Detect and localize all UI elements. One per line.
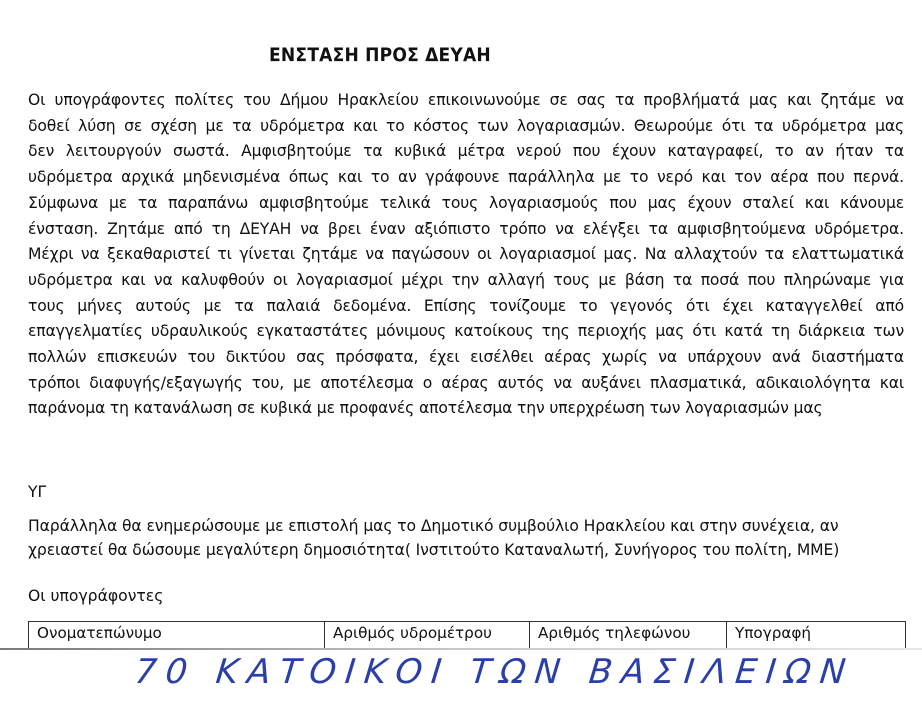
- signature-table-header-row: [29, 622, 906, 649]
- body-line: παράνομα τη κατανάλωση σε κυβικά με προφανές αποτέλεσμα την υπερχρέωση των λογαριασμών μας: [28, 399, 823, 418]
- body-line: ένσταση. Ζητάμε από τη ΔΕΥΑΗ να βρει έναν αξιόπιστο τρόπο να ελέγξει τα αμφισβητούμενα υδρόμετρα.: [28, 219, 904, 238]
- handwritten-note: 70 ΚΑΤΟΙΚΟΙ ΤΩΝ ΒΑΣΙΛΕΙΩΝ: [132, 652, 857, 692]
- body-line: πολλών επισκευών του δικτύου σας πρόσφατα, έχει εισέλθει αέρας χωρίς να υπάρχουν ανά διαστήματα: [28, 348, 904, 367]
- postscript-line: Παράλληλα θα ενημερώσουμε με επιστολή μας το Δημοτικό συμβούλιο Ηρακλείου και στην συνέχεια, αν: [28, 517, 839, 535]
- postscript-label: ΥΓ: [28, 483, 47, 501]
- body-line: τρόποι διαφυγής/εξαγωγής του, με αποτέλεσμα ο αέρας αυτός να αυξάνει πλασματικά, αδικαιολόγητα και: [28, 373, 904, 392]
- scan-cut-edge: [0, 648, 922, 650]
- signers-label: Οι υπογράφοντες: [28, 587, 164, 605]
- body-line: επαγγελματίες υδραυλικούς εγκαταστάτες μόνιμους κατοίκους της περιοχής μας ότι κατά τη διάρκεια των: [28, 322, 904, 341]
- document-title: ΕΝΣΤΑΣΗ ΠΡΟΣ ΔΕΥΑΗ: [269, 44, 491, 66]
- body-line: Σύμφωνα με τα παραπάνω αμφισβητούμε τελικά τους λογαριασμούς που μας έχουν σταλεί και κάνουμε: [28, 193, 904, 212]
- column-header-full-name: Ονοματεπώνυμο: [29, 622, 325, 649]
- column-header-phone-number: Αριθμός τηλεφώνου: [530, 622, 727, 649]
- body-line: Μέχρι να ξεκαθαριστεί τι γίνεται ζητάμε να παγώσουν οι λογαριασμοί μας. Να αλλαχτούν τα ελαττωματικά: [28, 245, 904, 264]
- body-line: υδρόμετρα και να καλυφθούν οι λογαριασμοί μέχρι την αλλαγή τους με βάση τα ποσά που πληρώναμε για: [28, 270, 904, 289]
- body-line: δοθεί λύση σε σχέση με τα υδρόμετρα και το κόστος των λογαριασμών. Θεωρούμε ότι τα υδρόμετρα μας: [28, 116, 904, 135]
- column-header-meter-number: Αριθμός υδρομέτρου: [325, 622, 530, 649]
- postscript-line: χρειαστεί θα δώσουμε μεγαλύτερη δημοσιότητα( Ινστιτούτο Καταναλωτή, Συνήγορος του πολίτη, ΜΜΕ): [28, 541, 840, 559]
- postscript-text: [28, 514, 904, 562]
- petition-body: [28, 88, 904, 422]
- column-header-signature: Υπογραφή: [727, 622, 906, 649]
- body-line: τους μήνες αυτούς με τα παλαιά δεδομένα. Επίσης τονίζουμε το γεγονός ότι έχει καταγγελθεί από: [28, 296, 904, 315]
- body-line: υδρόμετρα αρχικά μηδενισμένα όπως και το αν γράφουνε παράλληλα με το νερό και τον αέρα που περνά.: [28, 168, 904, 187]
- signature-table: [28, 621, 906, 648]
- body-line: Οι υπογράφοντες πολίτες του Δήμου Ηρακλείου επικοινωνούμε σε σας τα προβλήματά μας και ζητάμε να: [28, 91, 904, 109]
- body-line: δεν λειτουργούν σωστά. Αμφισβητούμε τα κυβικά μέτρα νερού που έχουν καταγραφεί, το αν ήταν τα: [28, 142, 904, 161]
